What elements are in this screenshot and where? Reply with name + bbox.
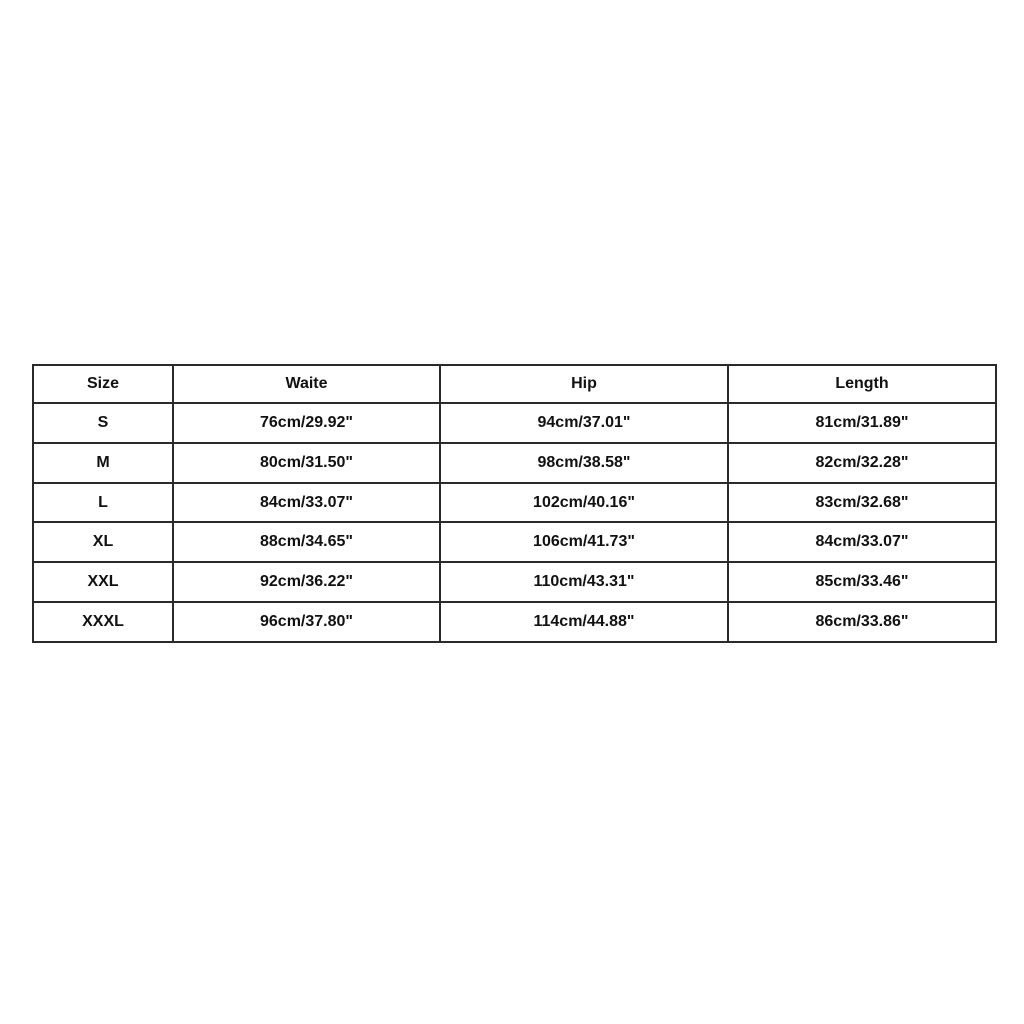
length-cell: 81cm/31.89" bbox=[728, 403, 996, 443]
hip-cell: 98cm/38.58" bbox=[440, 443, 728, 483]
hip-cell: 110cm/43.31" bbox=[440, 562, 728, 602]
hip-cell: 102cm/40.16" bbox=[440, 483, 728, 523]
header-hip: Hip bbox=[440, 365, 728, 403]
hip-cell: 106cm/41.73" bbox=[440, 522, 728, 562]
hip-cell: 94cm/37.01" bbox=[440, 403, 728, 443]
waist-cell: 96cm/37.80" bbox=[173, 602, 440, 642]
length-cell: 82cm/32.28" bbox=[728, 443, 996, 483]
hip-cell: 114cm/44.88" bbox=[440, 602, 728, 642]
waist-cell: 88cm/34.65" bbox=[173, 522, 440, 562]
waist-cell: 80cm/31.50" bbox=[173, 443, 440, 483]
size-cell: XL bbox=[33, 522, 173, 562]
size-cell: XXL bbox=[33, 562, 173, 602]
table-row bbox=[33, 602, 996, 642]
size-cell: XXXL bbox=[33, 602, 173, 642]
header-length: Length bbox=[728, 365, 996, 403]
header-row bbox=[33, 365, 996, 403]
waist-cell: 84cm/33.07" bbox=[173, 483, 440, 523]
table-body bbox=[33, 403, 996, 642]
table-row bbox=[33, 443, 996, 483]
size-cell: S bbox=[33, 403, 173, 443]
table-row bbox=[33, 522, 996, 562]
length-cell: 84cm/33.07" bbox=[728, 522, 996, 562]
length-cell: 83cm/32.68" bbox=[728, 483, 996, 523]
table-row bbox=[33, 562, 996, 602]
waist-cell: 76cm/29.92" bbox=[173, 403, 440, 443]
waist-cell: 92cm/36.22" bbox=[173, 562, 440, 602]
header-size: Size bbox=[33, 365, 173, 403]
size-chart-table bbox=[32, 364, 997, 643]
size-cell: M bbox=[33, 443, 173, 483]
length-cell: 85cm/33.46" bbox=[728, 562, 996, 602]
table-row bbox=[33, 403, 996, 443]
header-waist: Waite bbox=[173, 365, 440, 403]
length-cell: 86cm/33.86" bbox=[728, 602, 996, 642]
size-cell: L bbox=[33, 483, 173, 523]
table-row bbox=[33, 483, 996, 523]
